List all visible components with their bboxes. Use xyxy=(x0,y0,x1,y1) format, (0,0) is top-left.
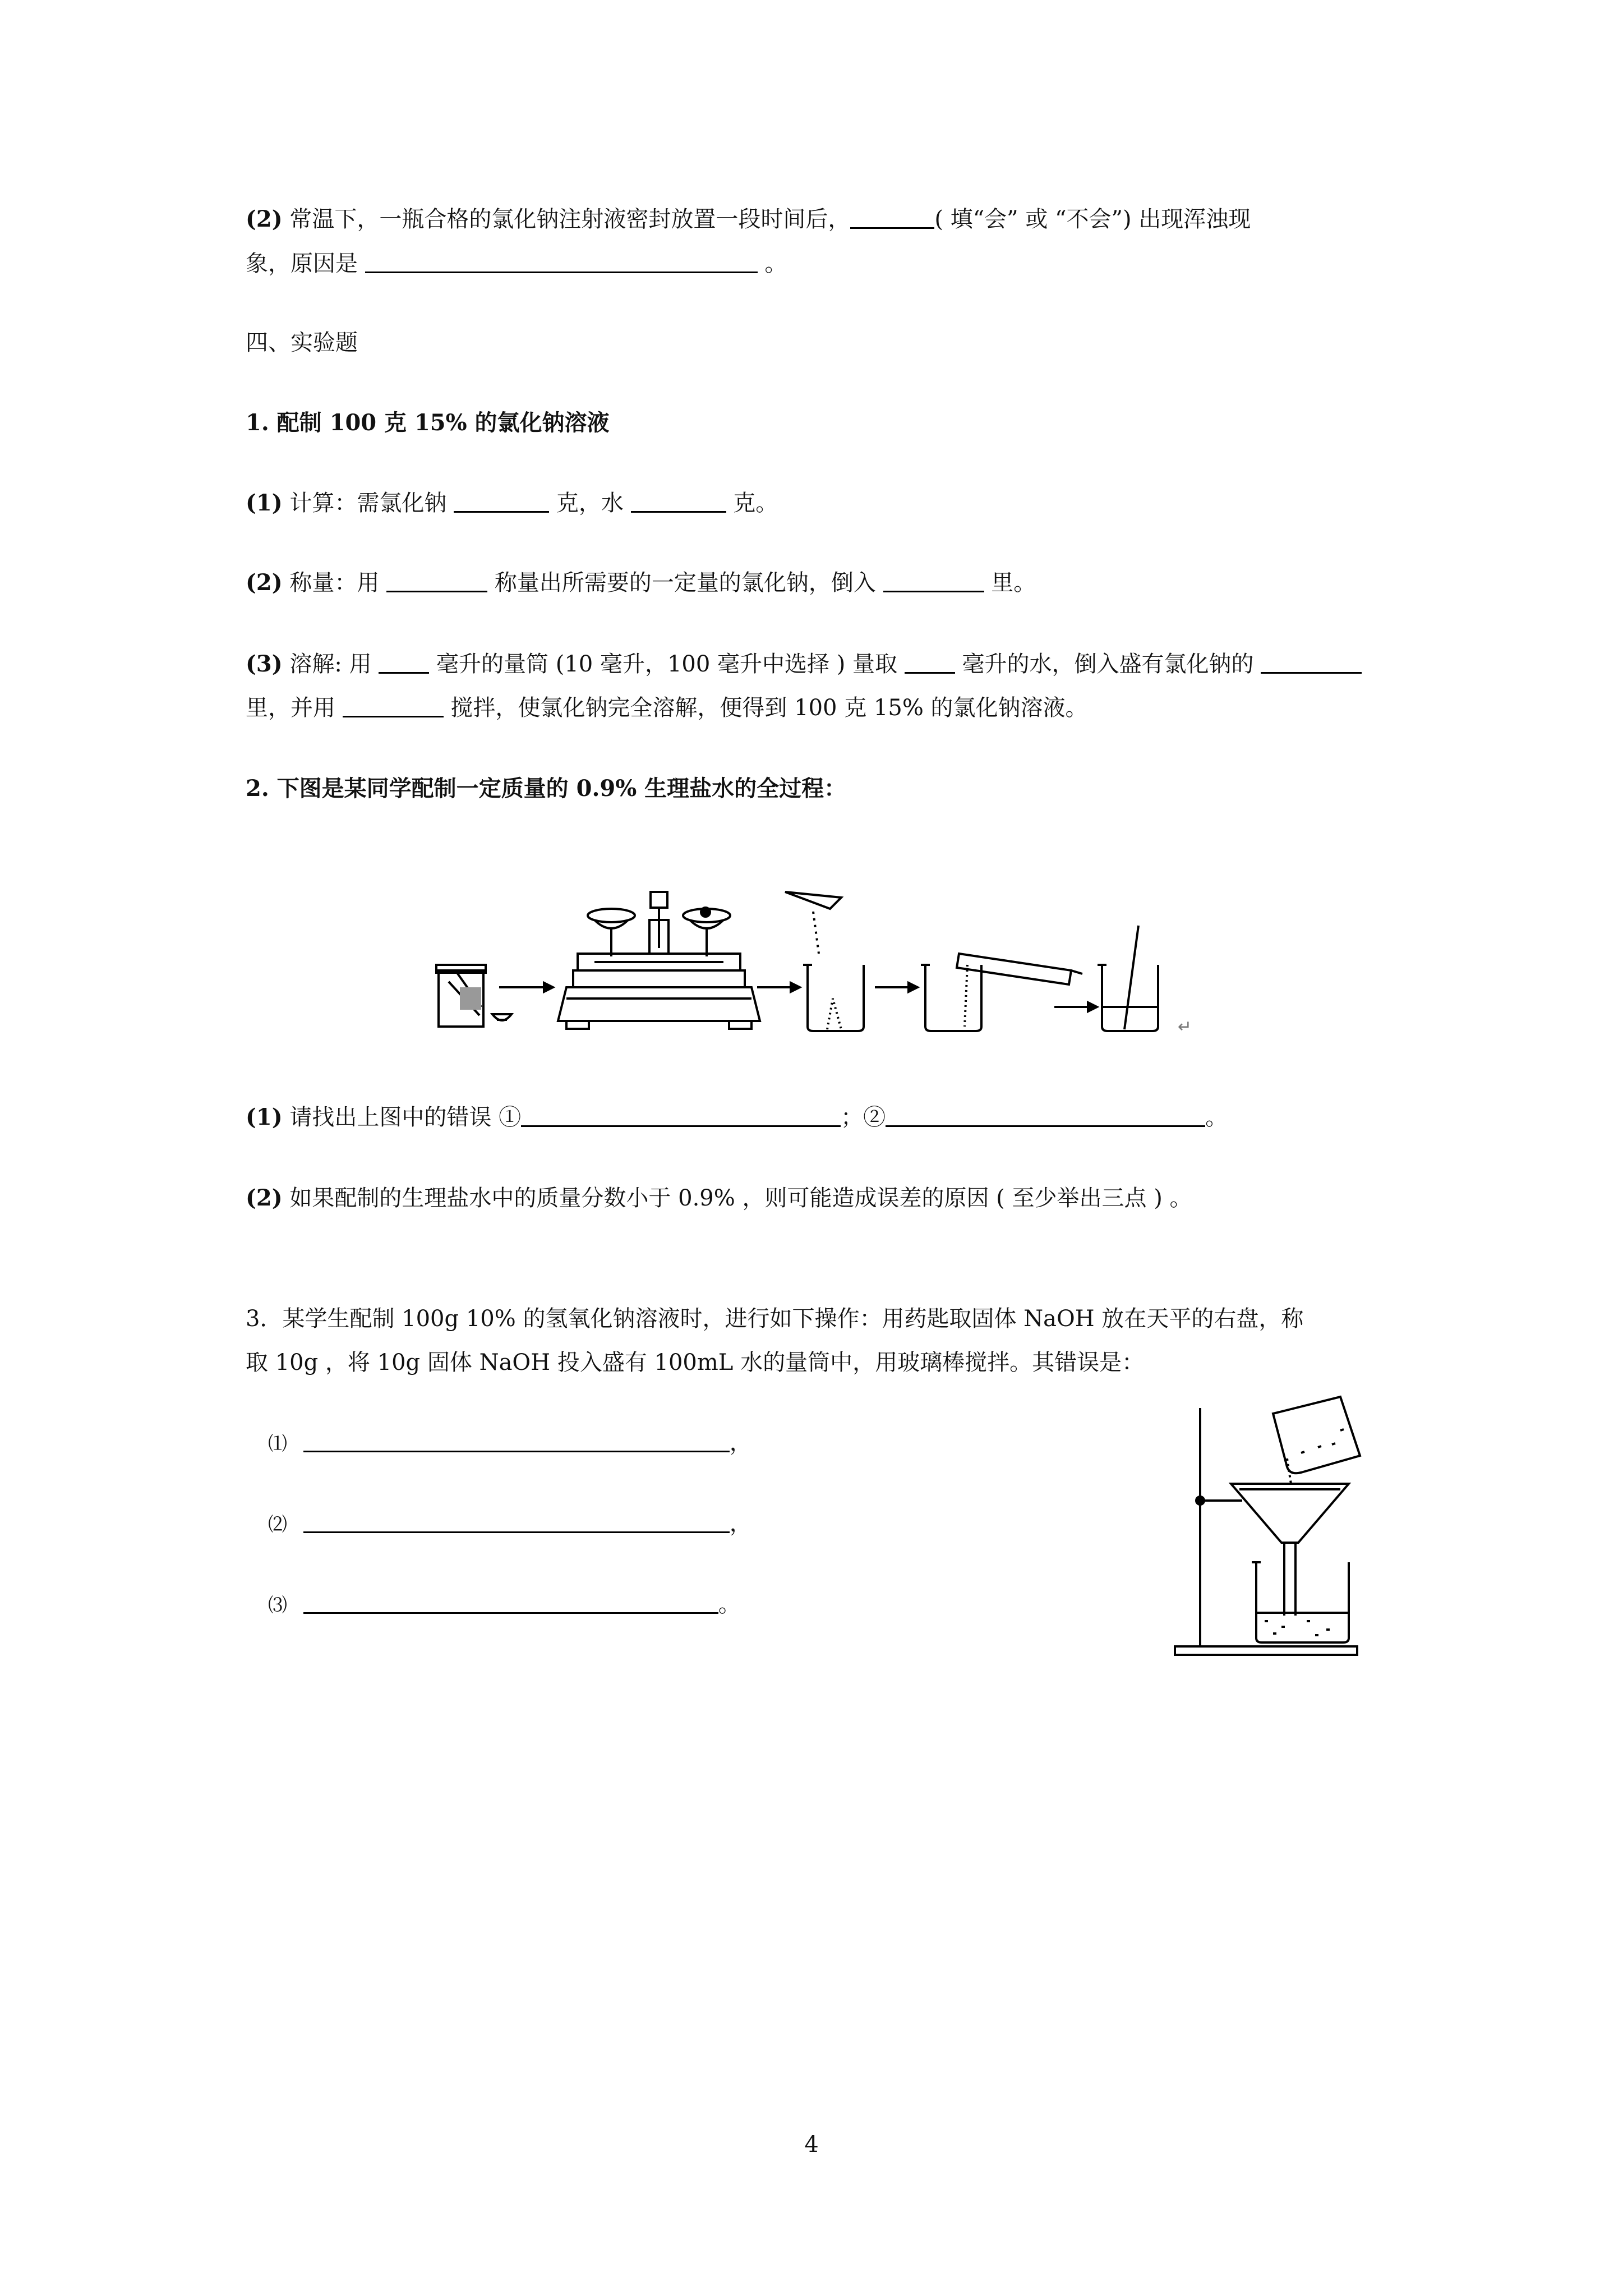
q2-line-2: 象，原因是 。 xyxy=(246,248,787,279)
problem-2-q1: (1) 请找出上图中的错误 ① ；② 。 xyxy=(246,1104,1228,1130)
answer-blank[interactable] xyxy=(1261,650,1362,674)
beaker-stirring-icon xyxy=(1098,926,1158,1031)
balance-icon xyxy=(558,892,760,1029)
answer-blank[interactable] xyxy=(303,1509,730,1533)
answer-blank[interactable] xyxy=(886,1103,1205,1127)
return-mark: ↵ xyxy=(1178,1017,1192,1037)
iron-stand-icon xyxy=(1175,1408,1357,1655)
problem-1-dissolve: (3) 溶解: 用 毫升的量筒 (10 毫升，100 毫升中选择 ) 量取 毫升的水，倒入盛有氯化钠的 xyxy=(246,648,1362,680)
answer-blank[interactable] xyxy=(883,568,984,592)
arrow-icon xyxy=(875,983,917,992)
answer-blank[interactable] xyxy=(343,693,444,717)
answer-blank[interactable] xyxy=(379,650,429,674)
reagent-jar-icon xyxy=(436,965,486,1027)
problem-1-title: 1. 配制 100 克 15% 的氯化钠溶液 xyxy=(246,409,610,436)
beaker-icon xyxy=(803,965,864,1031)
problem-1-dissolve-cont: 里，并用 搅拌，使氯化钠完全溶解，便得到 100 克 15% 的氯化钠溶液。 xyxy=(246,692,1088,724)
arrow-icon xyxy=(499,983,553,992)
watch-glass-icon xyxy=(492,1014,511,1020)
page-number: 4 xyxy=(804,2132,819,2157)
answer-blank[interactable] xyxy=(521,1103,841,1127)
answer-blank[interactable] xyxy=(905,650,955,674)
answer-blank[interactable] xyxy=(303,1590,718,1614)
beaker-pouring-icon xyxy=(921,954,1082,1031)
answer-blank[interactable] xyxy=(365,249,758,273)
weighing-paper-icon xyxy=(785,892,841,954)
answer-blank[interactable] xyxy=(631,489,726,513)
problem-1-calc: (1) 计算：需氯化钠 克，水 克。 xyxy=(246,490,778,516)
filtration-apparatus-figure xyxy=(1172,1391,1374,1660)
answer-blank[interactable] xyxy=(386,568,487,592)
problem-1-weigh: (2) 称量：用 称量出所需要的一定量的氯化钠，倒入 里。 xyxy=(246,569,1036,596)
problem-3-item-1: ⑴ ， xyxy=(268,1427,752,1460)
answer-blank[interactable] xyxy=(303,1428,730,1452)
problem-3-item-2: ⑵ ， xyxy=(268,1508,752,1540)
problem-3-line-1: 3．某学生配制 100g 10% 的氢氧化钠溶液时，进行如下操作：用药匙取固体 NaOH 放在天平的右盘，称 xyxy=(246,1306,1304,1332)
saline-preparation-figure xyxy=(426,886,1223,1038)
section-title: 四、实验题 xyxy=(246,330,358,356)
problem-2-q2: (2) 如果配制的生理盐水中的质量分数小于 0.9% ，则可能造成误差的原因 ( 至少举出三点 ) 。 xyxy=(246,1185,1192,1211)
answer-blank[interactable] xyxy=(850,205,934,229)
q2-line-1: (2) 常温下，一瓶合格的氯化钠注射液密封放置一段时间后， ( 填“会” 或 “不会”) 出现浑浊现 xyxy=(246,206,1251,232)
pouring-beaker-icon xyxy=(1273,1397,1360,1484)
arrow-icon xyxy=(757,983,800,992)
answer-blank[interactable] xyxy=(454,489,549,513)
problem-2-title: 2. 下图是某同学配制一定质量的 0.9% 生理盐水的全过程： xyxy=(246,775,847,802)
problem-3-item-3: ⑶ 。 xyxy=(268,1589,741,1621)
funnel-icon xyxy=(1231,1484,1349,1616)
beaker-icon xyxy=(1252,1562,1349,1642)
arrow-icon xyxy=(1054,1002,1097,1011)
problem-3-line-2: 取 10g ，将 10g 固体 NaOH 投入盛有 100mL 水的量筒中，用玻璃棒搅拌。其错误是： xyxy=(246,1350,1145,1375)
